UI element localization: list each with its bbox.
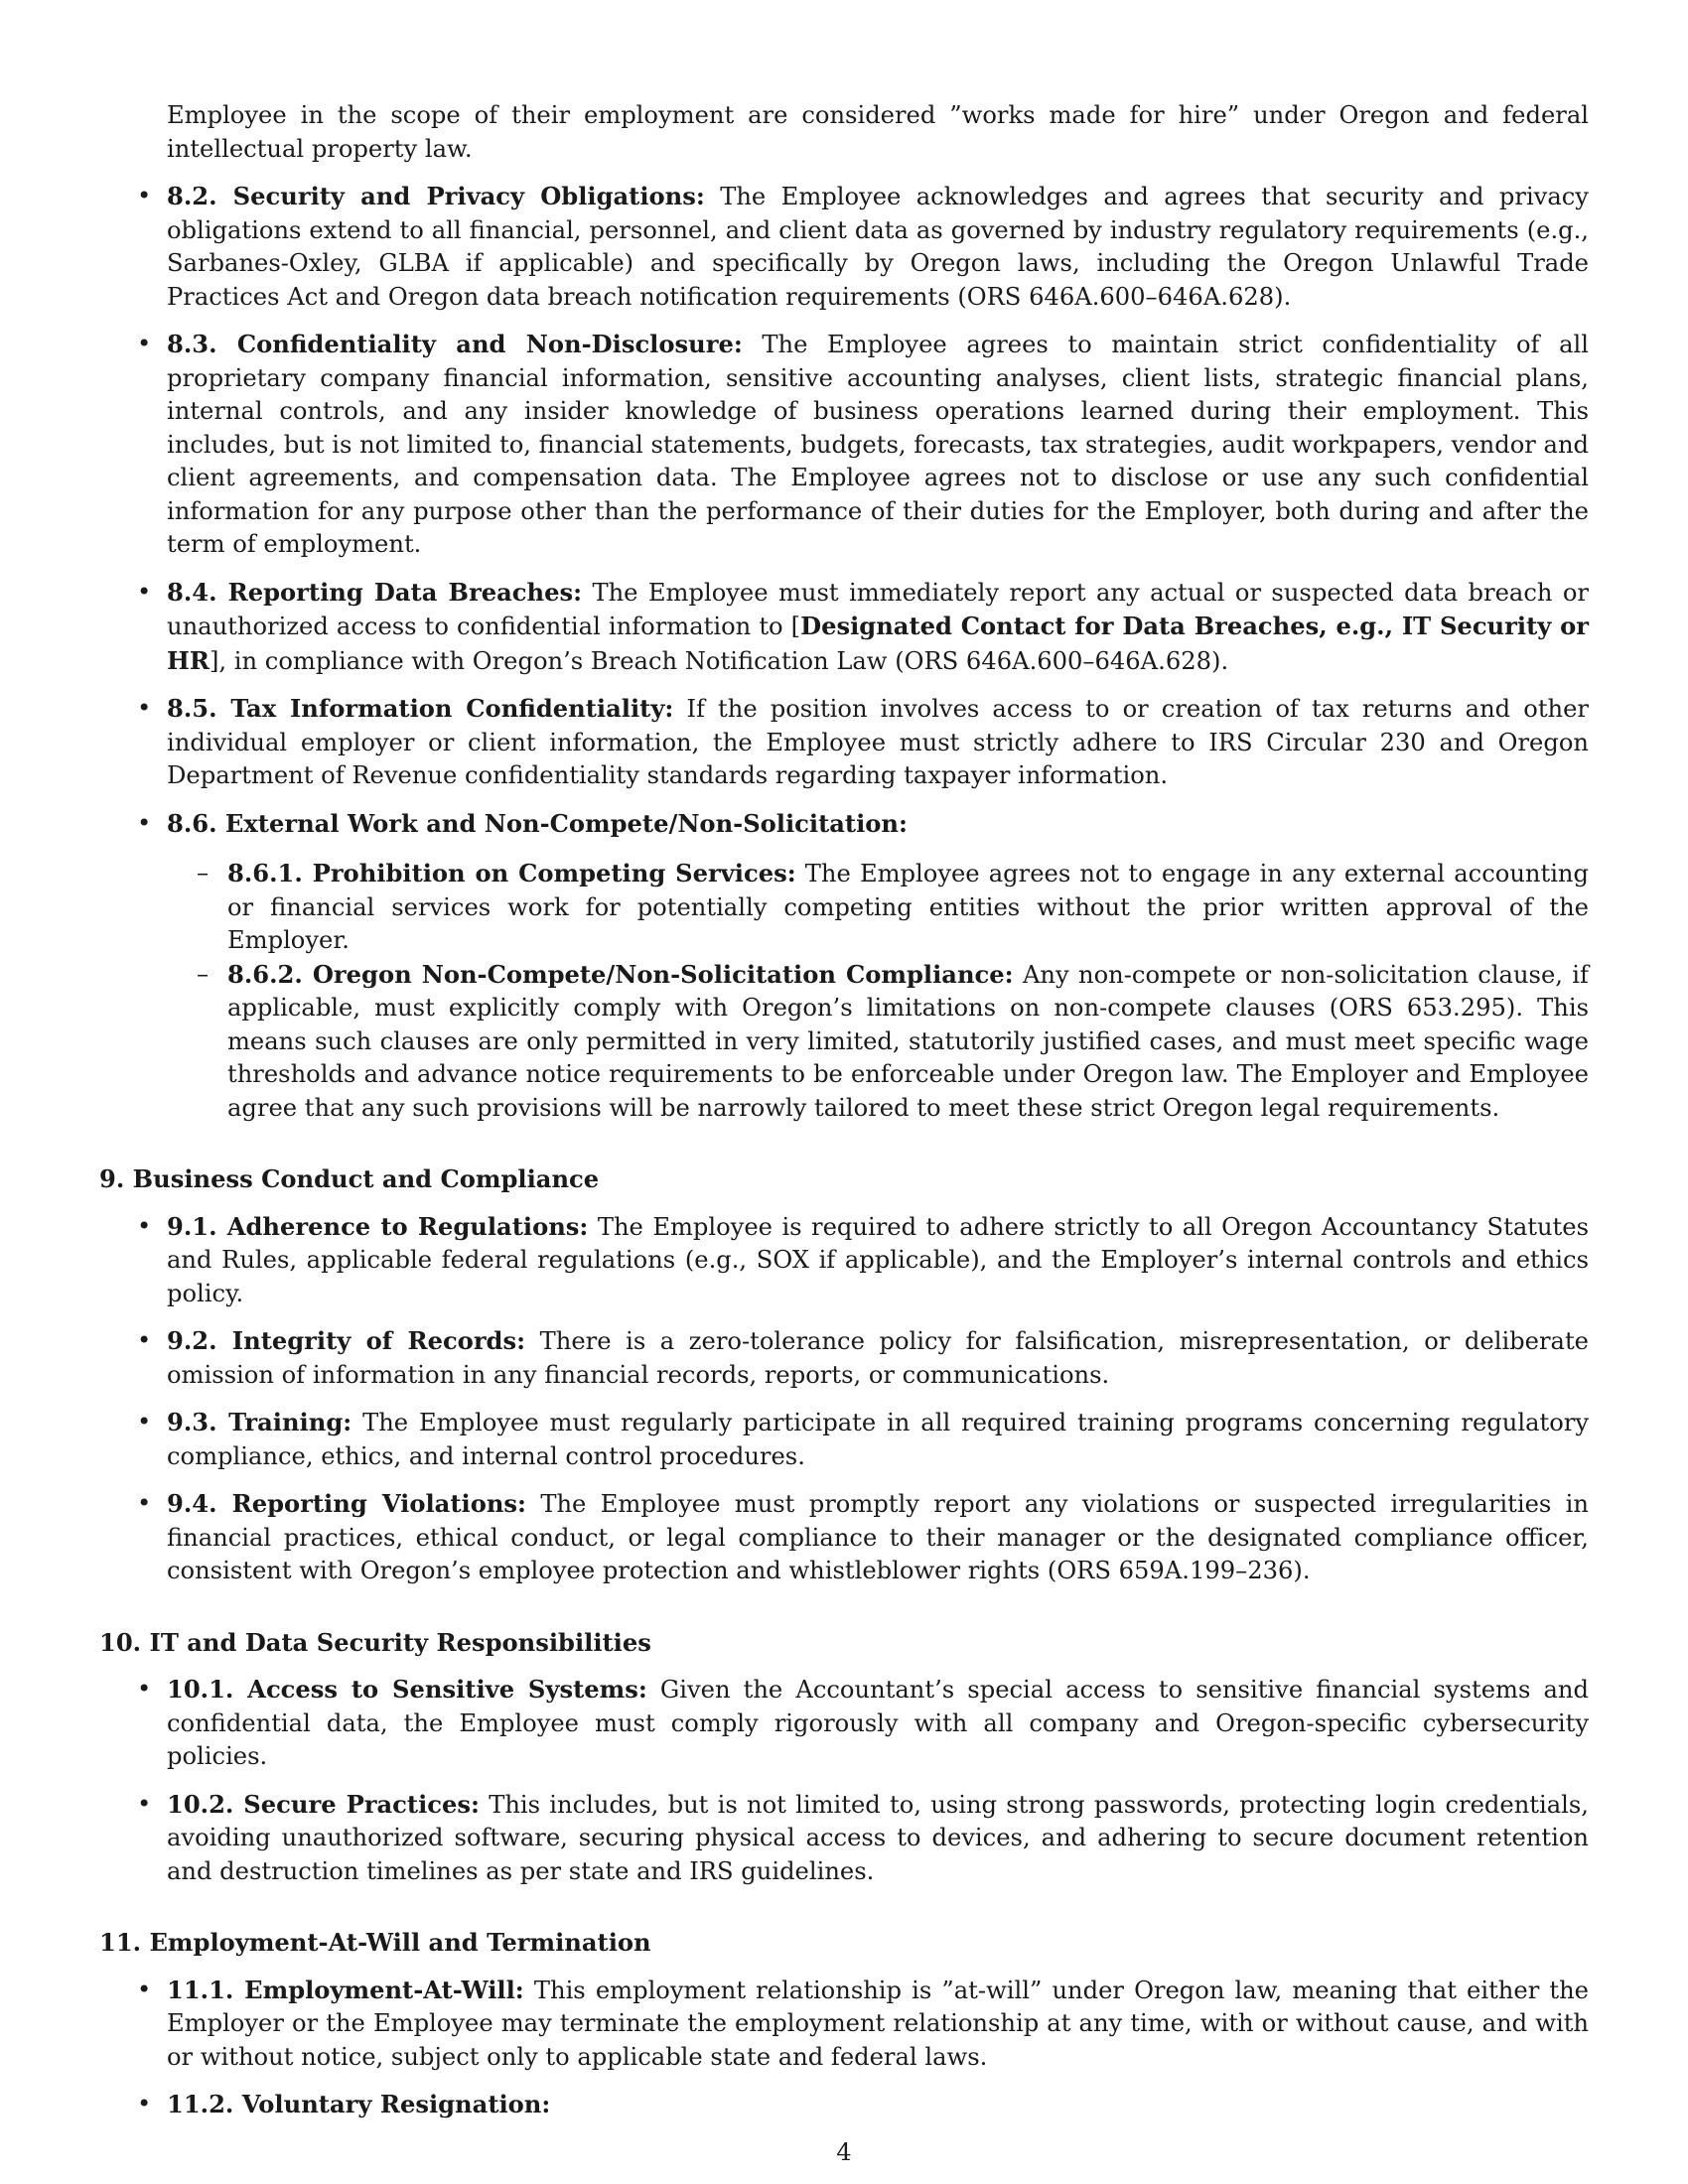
clause-10-2	[99, 1788, 1589, 1889]
clause-label: 8.6. External Work and Non-Compete/Non-Solicitation:	[167, 808, 908, 838]
subclause-label: 8.6.2. Oregon Non-Compete/Non-Solicitation Compliance:	[227, 959, 1014, 989]
clause-8-2	[99, 180, 1589, 314]
clause-label: 9.4. Reporting Violations:	[167, 1489, 526, 1518]
clause-text: If the position involves access to or creation of tax returns and other individual employer or client information, the Employee must strictly adhere to IRS Circular 230 and Oregon Department of Revenue confidentiality standards regarding taxpayer information.	[167, 695, 1589, 789]
clause-text: This employment relationship is ”at-will” under Oregon law, meaning that either the Employer or the Employee may terminate the employment relationship at any time, with or without cause, and with or without notice, subject only to applicable state and federal laws.	[167, 1976, 1589, 2071]
clause-8-3	[99, 328, 1589, 562]
clause-label: 8.2. Security and Privacy Obligations:	[167, 182, 705, 210]
clause-8-6	[99, 807, 1589, 1126]
clause-label: 8.5. Tax Information Confidentiality:	[167, 694, 674, 723]
section-9-list	[99, 1210, 1589, 1588]
clause-text: The Employee agrees to maintain strict confidentiality of all proprietary company financial information, sensitive accounting analyses, client lists, strategic financial plans, internal controls, and any insider knowledge of business operations learned during their employment. This includes, but is not limited to, financial statements, budgets, forecasts, tax strategies, audit workpapers, vendor and client agreements, and compensation data. The Employee agrees not to disclose or use any such confidential information for any purpose other than the performance of their duties for the Employer, both during and after the term of employment.	[167, 331, 1589, 558]
clause-11-2	[99, 2088, 1589, 2122]
clause-text: The Employee acknowledges and agrees that security and privacy obligations extend to all financial, personnel, and client data as governed by industry regulatory requirements (e.g., Sarbanes-Oxley, GLBA if applicable) and specifically by Oregon laws, including the Oregon Unlawful Trade Practices Act and Oregon data breach notification requirements (ORS 646A.600–646A.628).	[167, 183, 1589, 311]
clause-9-4	[99, 1487, 1589, 1588]
section-10-heading: 10. IT and Data Security Responsibilities	[99, 1627, 651, 1657]
clause-label: 11.1. Employment-At-Will:	[167, 1975, 524, 2004]
clause-text: Given the Accountant’s special access to sensitive financial systems and confidential data, the Employee must comply rigorously with all company and Oregon-specific cybersecurity policies.	[167, 1676, 1589, 1770]
clause-label: 9.3. Training:	[167, 1408, 352, 1436]
clause-label: 10.2. Secure Practices:	[167, 1789, 480, 1819]
clause-text: There is a zero-tolerance policy for falsification, misrepresentation, or deliberate omission of information in any financial records, reports, or communications.	[167, 1327, 1589, 1389]
subclause-label: 8.6.1. Prohibition on Competing Services:	[227, 859, 796, 887]
clause-text: The Employee must immediately report any actual or suspected data breach or unauthorized access to confidential information to [	[167, 578, 1589, 640]
section-11-heading: 11. Employment-At-Will and Termination	[99, 1928, 651, 1957]
clause-label: 11.2. Voluntary Resignation:	[167, 2090, 551, 2118]
section-10-list	[99, 1673, 1589, 1888]
clause-text: This includes, but is not limited to, using strong passwords, protecting login credentials, avoiding unauthorized software, securing physical access to devices, and adhering to secure document retention and destruction timelines as per state and IRS guidelines.	[167, 1790, 1589, 1885]
subclause-text: The Employee agrees not to engage in any external accounting or financial services work for potentially competing entities without the prior written approval of the Employer.	[227, 860, 1589, 954]
placeholder-designated-contact: Designated Contact for Data Breaches, e.g., IT Security or HR	[167, 612, 1589, 675]
section-9-heading: 9. Business Conduct and Compliance	[99, 1164, 600, 1193]
clause-8-6-1	[167, 857, 1589, 958]
clause-8-4	[99, 576, 1589, 679]
clause-9-1	[99, 1210, 1589, 1311]
clause-label: 9.1. Adherence to Regulations:	[167, 1211, 589, 1241]
clause-text: The Employee is required to adhere strictly to all Oregon Accountancy Statutes and Rules, applicable federal regulations (e.g., SOX if applicable), and the Employer’s internal controls and ethics policy.	[167, 1212, 1589, 1307]
clause-11-1	[99, 1974, 1589, 2075]
document-page	[99, 99, 1589, 2122]
clause-text-end: ], in compliance with Oregon’s Breach Notification Law (ORS 646A.600–646A.628).	[209, 646, 1229, 675]
intro-continuation-paragraph: Employee in the scope of their employment are considered ”works made for hire” under Oregon and federal intellectual property law.	[167, 101, 1589, 163]
clause-text: The Employee must promptly report any violations or suspected irregularities in financial practices, ethical conduct, or legal compliance to their manager or the designated compliance officer, consistent with Oregon’s employee protection and whistleblower rights (ORS 659A.199–236).	[167, 1490, 1589, 1584]
clause-8-6-2	[167, 958, 1589, 1126]
subclause-text: Any non-compete or non-solicitation clause, if applicable, must explicitly comply with Oregon’s limitations on non-compete clauses (ORS 653.295). This means such clauses are only permitted in very limited, statutorily justified cases, and must meet specific wage thresholds and advance notice requirements to be enforceable under Oregon law. The Employer and Employee agree that any such provisions will be narrowly tailored to meet these strict Oregon legal requirements.	[227, 960, 1589, 1122]
clause-label: 8.4. Reporting Data Breaches:	[167, 577, 583, 607]
clause-9-2	[99, 1324, 1589, 1392]
clause-9-3	[99, 1406, 1589, 1473]
page-number: 4	[836, 2138, 852, 2166]
section-11-list	[99, 1974, 1589, 2122]
clause-8-5	[99, 692, 1589, 793]
clause-8-6-sublist	[167, 857, 1589, 1125]
section-8-list	[99, 180, 1589, 1125]
clause-label: 9.2. Integrity of Records:	[167, 1326, 526, 1355]
clause-label: 8.3. Confidentiality and Non-Disclosure:	[167, 330, 743, 358]
clause-label: 10.1. Access to Sensitive Systems:	[167, 1675, 647, 1704]
clause-text: The Employee must regularly participate in all required training programs concerning regulatory compliance, ethics, and internal control procedures.	[167, 1409, 1589, 1470]
clause-10-1	[99, 1673, 1589, 1774]
